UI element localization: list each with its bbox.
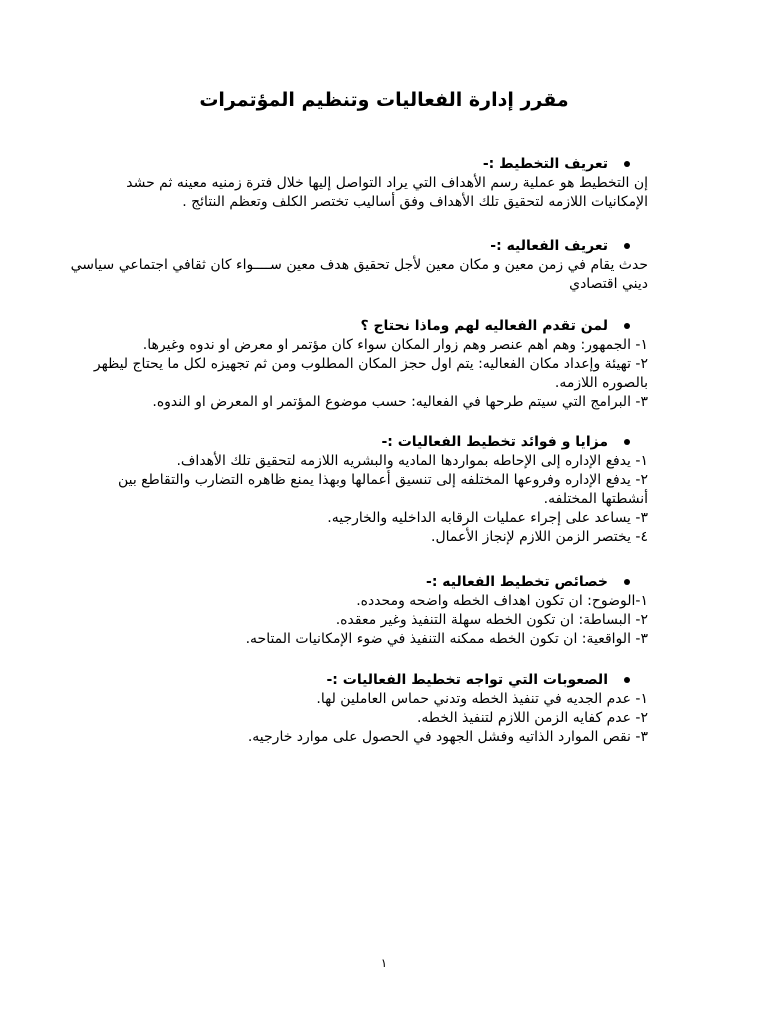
list-item: ٢- تهيئة وإعداد مكان الفعاليه: يتم اول حجز المكان المطلوب ومن ثم تجهيزه لكل ما يحتاج ليظهر بالصوره اللازمه. [93, 356, 648, 391]
list-item: ١- الجمهور: وهم اهم عنصر وهم زوار المكان سواء كان مؤتمر او معرض او ندوه وغيرها. [142, 337, 648, 353]
list-item: ٣- نقص الموارد الذاتيه وفشل الجهود في الحصول على موارد خارجيه. [247, 729, 648, 745]
section-heading [70, 154, 648, 174]
list-item: ٣- البرامج التي سيتم طرحها في الفعاليه: حسب موضوع المؤتمر او المعرض او الندوه. [152, 394, 648, 410]
section-heading [70, 316, 648, 336]
section-heading [70, 572, 648, 592]
list-item: ٣- الواقعية: ان تكون الخطه ممكنه التنفيذ في ضوء الإمكانيات المتاحه. [245, 631, 648, 647]
section-heading-text: لمن تقدم الفعاليه لهم وماذا نحتاج ؟ [360, 318, 608, 334]
bullet-icon [624, 677, 630, 683]
section-audience-and-needs [70, 316, 648, 412]
paragraph: إن التخطيط هو عملية رسم الأهداف التي يراد التواصل إليها خلال فترة زمنيه معينه ثم حشد الإمكانيات اللازمه لتحقيق تلك الأهداف وفق أساليب تختصر الكلف وتعظم النتائج . [126, 175, 648, 210]
section-heading [70, 236, 648, 256]
bullet-icon [624, 439, 630, 445]
section-heading-text: مزايا و فوائد تخطيط الفعاليات :- [381, 434, 608, 450]
section-heading [70, 670, 648, 690]
section-heading-text: الصعوبات التي تواجه تخطيط الفعاليات :- [326, 672, 608, 688]
page-title: مقرر إدارة الفعاليات وتنظيم المؤتمرات [199, 89, 569, 111]
bullet-icon [624, 323, 630, 329]
section-event-definition [70, 236, 648, 294]
list-item: ٤- يختصر الزمن اللازم لإنجاز الأعمال. [431, 529, 648, 545]
list-item: ١- يدفع الإداره إلى الإحاطه بمواردها الماديه والبشريه اللازمه لتحقيق تلك الأهداف. [176, 453, 648, 469]
section-heading-text: تعريف الفعاليه :- [490, 238, 608, 254]
section-heading-text: تعريف التخطيط :- [482, 156, 608, 172]
list-item: ٢- يدفع الإداره وفروعها المختلفه إلى تنسيق أعمالها وبهذا يمنع ظاهره التضارب والتقاطع بين أنشطتها المختلفه. [117, 472, 648, 507]
list-item: ١-الوضوح: ان تكون اهداف الخطه واضحه ومحدده. [356, 593, 648, 609]
section-planning-definition [70, 154, 648, 212]
paragraph: حدث يقام في زمن معين و مكان معين لأجل تحقيق هدف معين ســــواء كان ثقافي اجتماعي سياسي ديني اقتصادي [70, 257, 648, 292]
bullet-icon [624, 161, 630, 167]
section-difficulties [70, 670, 648, 747]
section-characteristics [70, 572, 648, 649]
list-item: ٣- يساعد على إجراء عمليات الرقابه الداخليه والخارجيه. [327, 510, 648, 526]
bullet-icon [624, 243, 630, 249]
bullet-icon [624, 579, 630, 585]
list-item: ١- عدم الجديه في تنفيذ الخطه وتدني حماس العاملين لها. [316, 691, 648, 707]
section-benefits [70, 432, 648, 547]
section-heading [70, 432, 648, 452]
list-item: ٢- البساطة: ان تكون الخطه سهلة التنفيذ وغير معقده. [335, 612, 648, 628]
list-item: ٢- عدم كفايه الزمن اللازم لتنفيذ الخطه. [416, 710, 648, 726]
page-number: ١ [380, 956, 388, 970]
section-heading-text: خصائص تخطيط الفعاليه :- [426, 574, 608, 590]
